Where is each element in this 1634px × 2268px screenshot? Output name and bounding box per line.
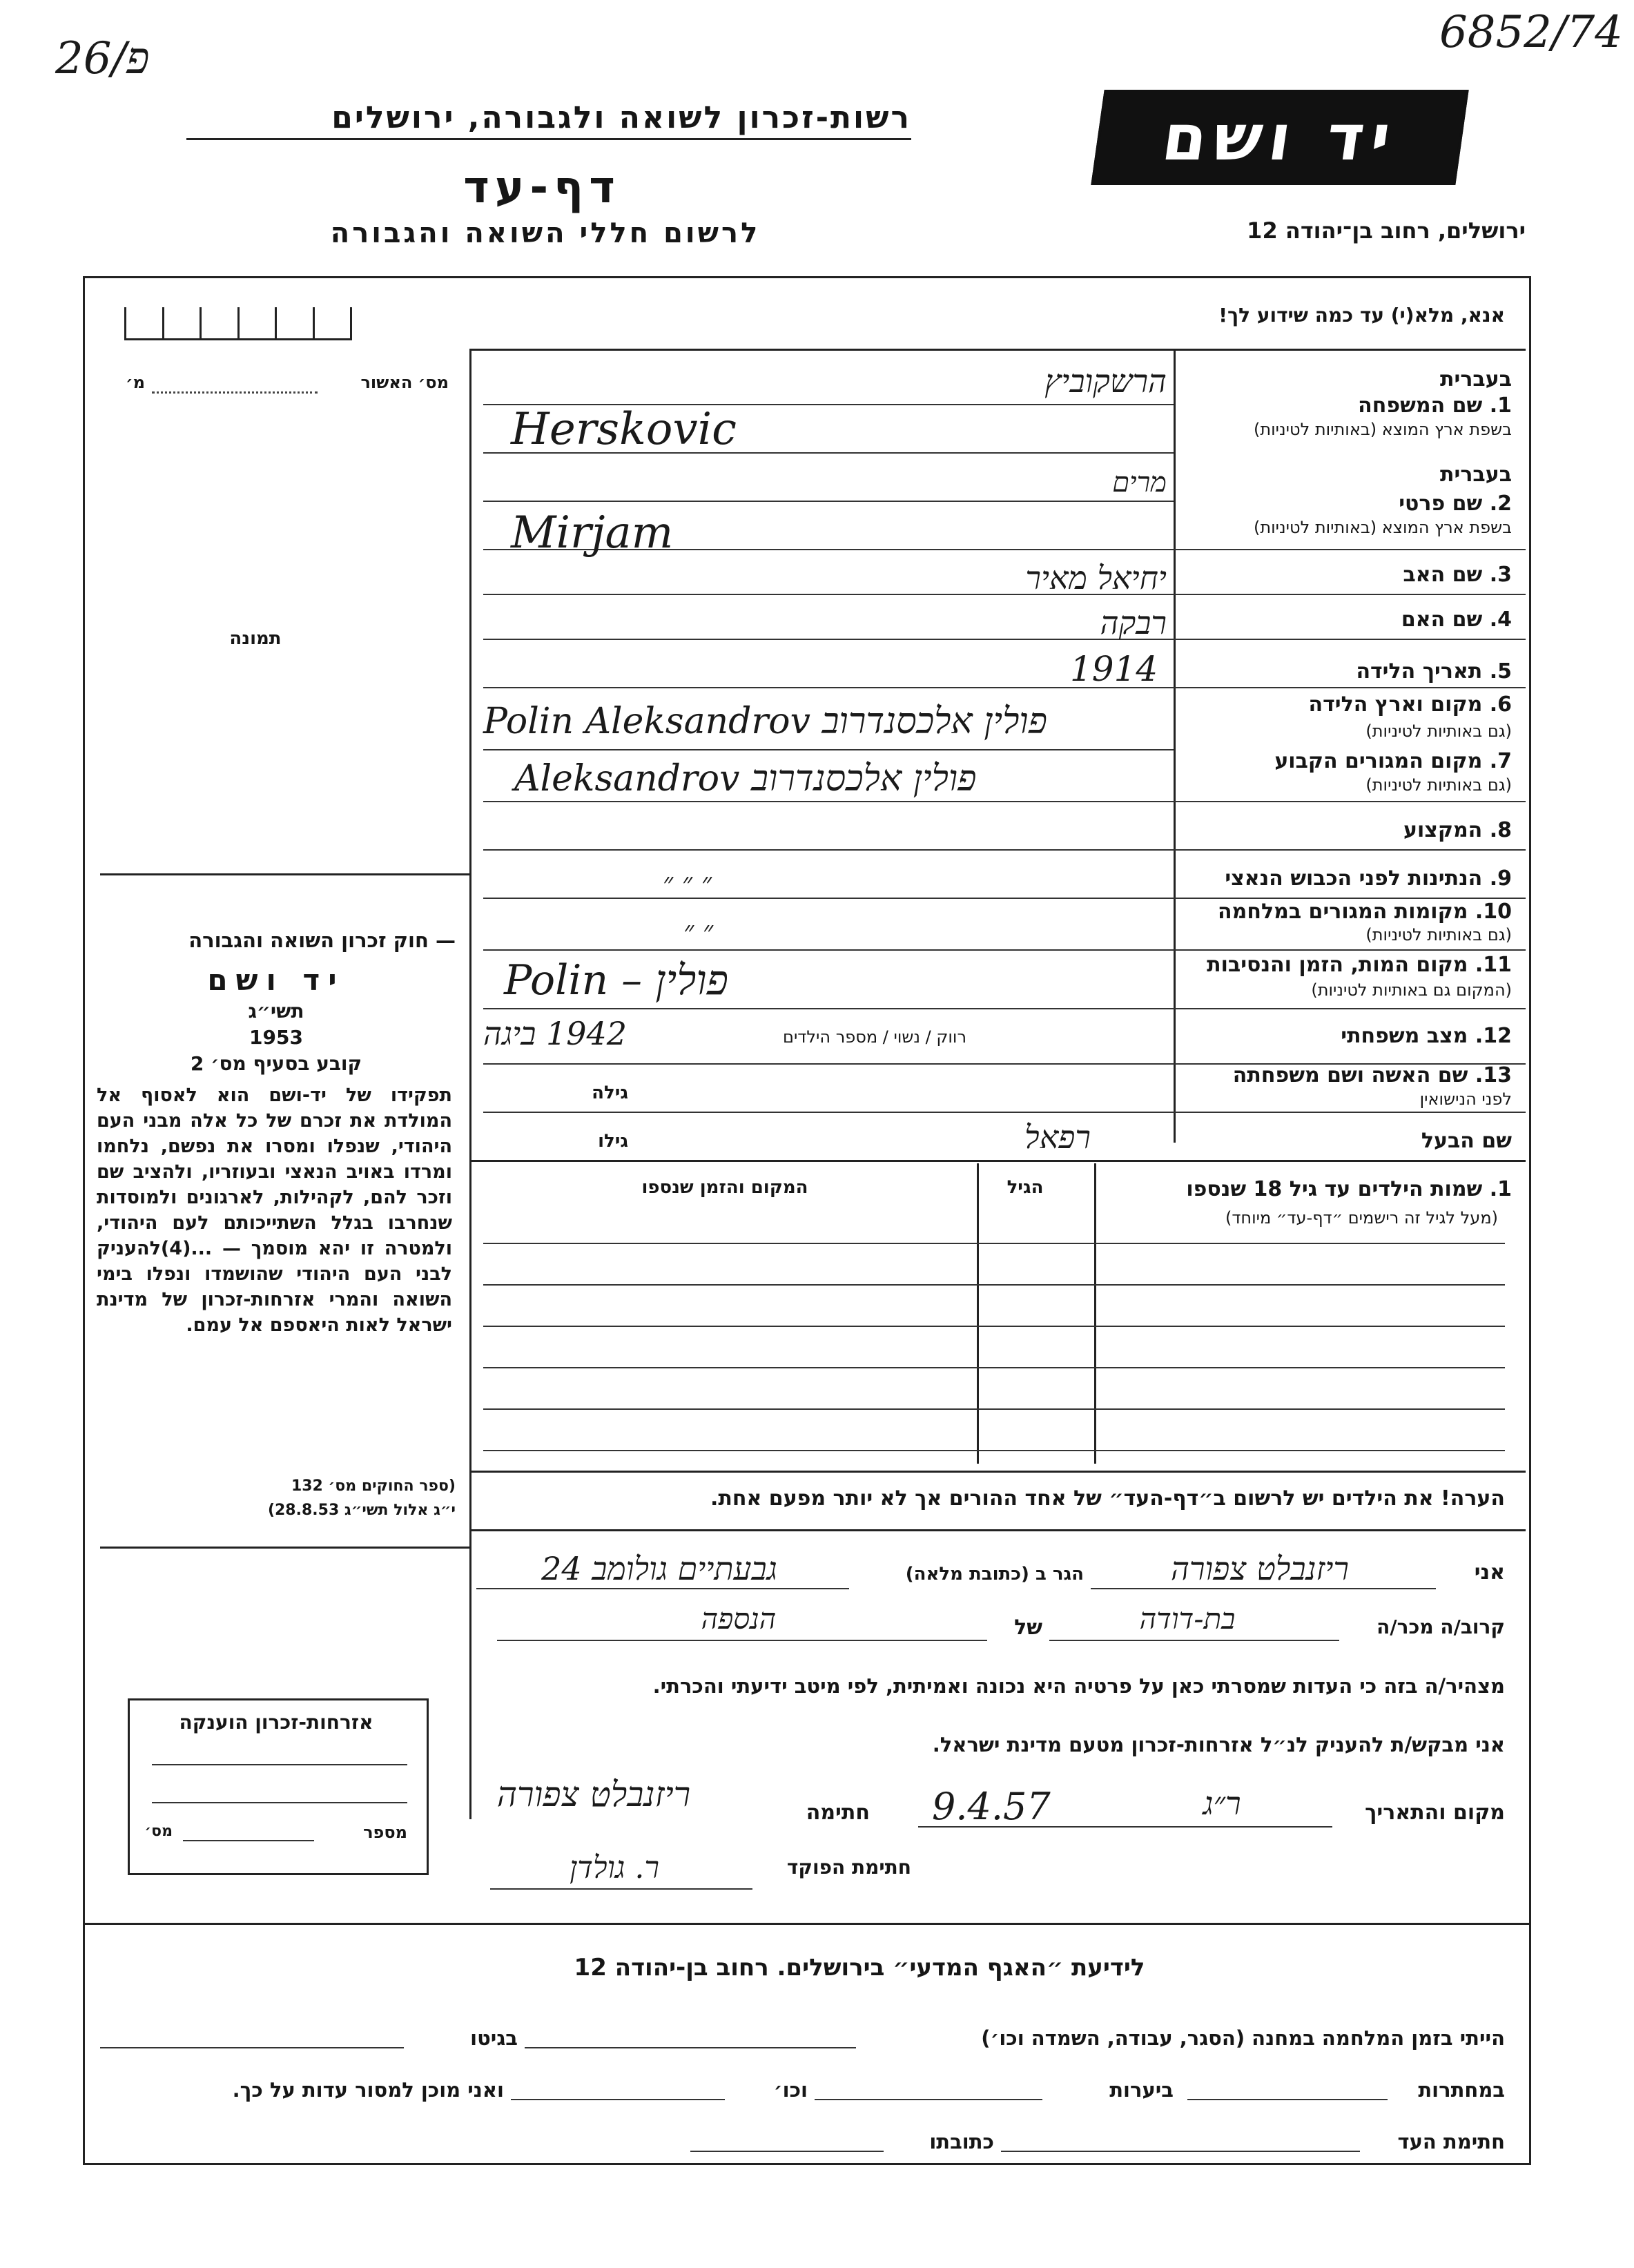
law-text: תפקידו של יד-ושם הוא לאסוף אל המולדת את זכרם של כל אלה מבני העם היהודי, שנפלו ומסרו את נפשם, נלחמו ומרדו באויב הנאצי ובעוזריו, ולהציב שם וזכר להם, לקהילות, לארגונים ולמוסדות שנחרבו בגלל השתייכותם לעם היהודי, ולמטרה זו יהא מוסמך — ...(4)להעניק לבני העם היהודי שהושמדו ונפלו בימי השואה והמרי אזרחות-זכרון של מדינת ישראל לאות היאספם אל עמם. [97,1085,452,1336]
marital-options: רווק / נשוי / מספר הילדים [783,1027,966,1047]
header-address: ירושלים, רחוב בן־יהודה 12 [1247,217,1526,244]
decl-affirm: מצהיר/ה בזה כי העדות שמסרתי כאן על פרטיה היא נכונה ואמיתית, לפי מיטב ידיעתי והכרתי. [652,1674,1505,1698]
footer-l1-b: בגיטו [470,2026,518,2050]
decl-signature-label: חתימה [806,1801,870,1825]
mother-name-label: 4. שם האם [1401,608,1512,632]
yad-vashem-logo [1091,90,1468,185]
children-col-place: המקום והזמן שנספו [641,1177,808,1198]
law-year-he: תשי״ג [248,1000,304,1022]
footer-l2-c: וכו׳ [773,2078,808,2102]
decl-address-value[interactable]: גבעתיים גולומב 24 [541,1550,777,1587]
first-name-sub: בשפת ארץ המוצא (באותיות לטיניות) [1254,518,1512,537]
war-places-sub: (גם באותיות לטיניות) [1365,925,1512,944]
war-places-label: 10. מקומות המגורים במלחמה [1218,900,1512,924]
cert-box-no2: מס׳ [144,1823,173,1840]
footer-l2-d: ואני מוכן למסור עדות על כך. [232,2078,504,2102]
decl-resident-label: הגר ב (כתובת מלאה) [905,1564,1084,1584]
birth-place-label: 6. מקום וארץ הלידה [1308,692,1512,717]
residence-sub: (גם באותיות לטיניות) [1365,775,1512,795]
death-place-sub: (המקום גם באותיות לטיניות) [1311,980,1512,1000]
decl-place-date-label: מקום והתאריך [1365,1801,1505,1825]
decl-request: אני מבקש/ת להעניק לנ״ל אזרחות-זכרון מטעם מדינת ישראל. [932,1733,1505,1756]
decl-of-label: של [1014,1616,1042,1640]
death-place-value[interactable]: Polin – פולין [504,956,729,1005]
first-name-hebrew[interactable]: מרים [1112,467,1167,498]
birth-date-label: 5. תאריך הלידה [1356,659,1512,684]
in-hebrew-2: בעברית [1440,463,1512,487]
husband-value[interactable]: רפאל [1024,1118,1091,1156]
father-name-label: 3. שם האב [1403,563,1512,587]
birth-date-value[interactable]: 1914 [1070,649,1158,689]
footer-l3-a: חתימת העד [1397,2130,1505,2153]
marital-label: 12. מצב משפחתי [1341,1024,1512,1048]
family-name-label: 1. שם המשפחה [1358,394,1512,418]
law-foot-2: י״ג אלול תשי״ג 28.8.53) [267,1502,456,1519]
in-hebrew-1: בעברית [1440,367,1512,391]
husband-age-label: גילו [598,1131,628,1152]
law-year: 1953 [249,1026,303,1049]
decl-place-value[interactable]: ר״ג [1203,1785,1241,1822]
family-name-sub: בשפת ארץ המוצא (באותיות לטיניות) [1254,420,1512,439]
birth-place-value[interactable]: Polin Aleksandrov פולין אלכסנדרוב [483,701,1047,742]
first-name-label: 2. שם פרטי [1399,492,1512,516]
page-title: דף-עד [463,162,621,213]
decl-signature-value[interactable]: ריזנבלט צפורה [496,1774,691,1814]
family-name-hebrew[interactable]: הרשקוביץ [1044,362,1167,400]
page-subtitle: לרשום חללי השואה והגבורה [330,217,761,249]
children-label: 1. שמות הילדים עד גיל 18 שנספו [1186,1177,1512,1201]
family-name-latin[interactable]: Herskovic [511,404,737,455]
pre-war-label: 9. הנתינות לפני הכבוש הנאצי [1225,866,1512,891]
cert-no-label: מס׳ האשור [360,373,449,392]
cert-no-suffix: מ׳ [125,373,145,392]
authority-line: רשות-זכרון לשואה ולגבורה, ירושלים [331,100,911,135]
footer-l2-b: ביערות [1109,2078,1174,2102]
form-instruction: אנא, מלא(י) עד כמה שידוע לך! [1218,304,1505,327]
footer-l1-a: הייתי בזמן המלחמה במחנה (הסגר, עבודה, השמדה וכו׳) [981,2026,1505,2050]
residence-value[interactable]: Aleksandrov פולין אלכסנדרוב [514,758,977,799]
spouse-age-label: גילה [592,1083,628,1103]
children-sub: (מעל לגיל זה רישמים ״דף-עד״ מיוחד) [1225,1208,1498,1228]
ticks [124,307,352,340]
birth-place-sub: (גם באותיות לטיניות) [1365,721,1512,741]
children-col-age: הגיל [1006,1177,1044,1198]
residence-label: 7. מקום המגורים הקבוע [1274,749,1512,773]
decl-relative-label: קרוב/ה מכר/ה [1377,1616,1505,1638]
law-foot-1: (ספר החוקים מס׳ 132 [291,1477,456,1495]
decl-clerk-value[interactable]: ר. גולדן [570,1850,659,1886]
first-name-latin[interactable]: Mirjam [511,507,674,559]
pre-war-value[interactable]: ״ ״ ״ [663,867,712,899]
decl-clerk-label: חתימת הפוקד [786,1856,911,1879]
decl-i-value[interactable]: ריזנבלט צפורה [1170,1550,1350,1587]
father-name-value[interactable]: יחיאל מאיר [1025,559,1167,597]
decl-of-value[interactable]: הנספה [701,1602,777,1636]
law-section: קובע בסעיף מס׳ 2 [190,1052,362,1075]
profession-label: 8. המקצוע [1403,818,1512,842]
decl-date-value[interactable]: 9.4.57 [932,1785,1051,1828]
law-title: — חוק זכרון השואה והגבורה [188,929,456,952]
husband-label: שם הבעל [1421,1129,1512,1153]
spouse-sub: לפני הנישואין [1419,1089,1512,1109]
decl-relation-value[interactable]: בת-דודה [1139,1602,1236,1636]
spouse-label: 13. שם האשה ושם משפחתה [1232,1063,1512,1087]
children-note: הערה! את הילדים יש לרשום ב״דף-העד״ של אחד ההורים אך לא יותר מפעם אחת. [710,1486,1505,1511]
law-name: יד ושם [207,963,345,997]
photo-label: תמונה [229,628,282,649]
footer-title: לידיעת ״האגף המדעי״ בירושלים. רחוב בן-יהודה 12 [574,1954,1145,1981]
footer-l2-a: במחתרות [1418,2078,1505,2102]
decl-i: אני [1474,1560,1505,1584]
logo-text: יד ושם [1158,100,1402,175]
war-places-value[interactable]: ״ ״ [683,915,714,947]
marital-value[interactable]: 1942 ביגה [483,1015,628,1052]
footer-l3-b: כתובתו [929,2130,994,2153]
death-place-label: 11. מקום המות, הזמן והנסיבות [1207,953,1512,977]
cert-box-no: מספר [363,1823,407,1842]
cert-box-title: אזרחות-זכרון הוענקה [179,1711,373,1734]
corner-left-mark: 26/פ [55,33,150,84]
corner-right-mark: 6852/74 [1439,7,1623,58]
mother-name-value[interactable]: רבקה [1100,604,1167,641]
